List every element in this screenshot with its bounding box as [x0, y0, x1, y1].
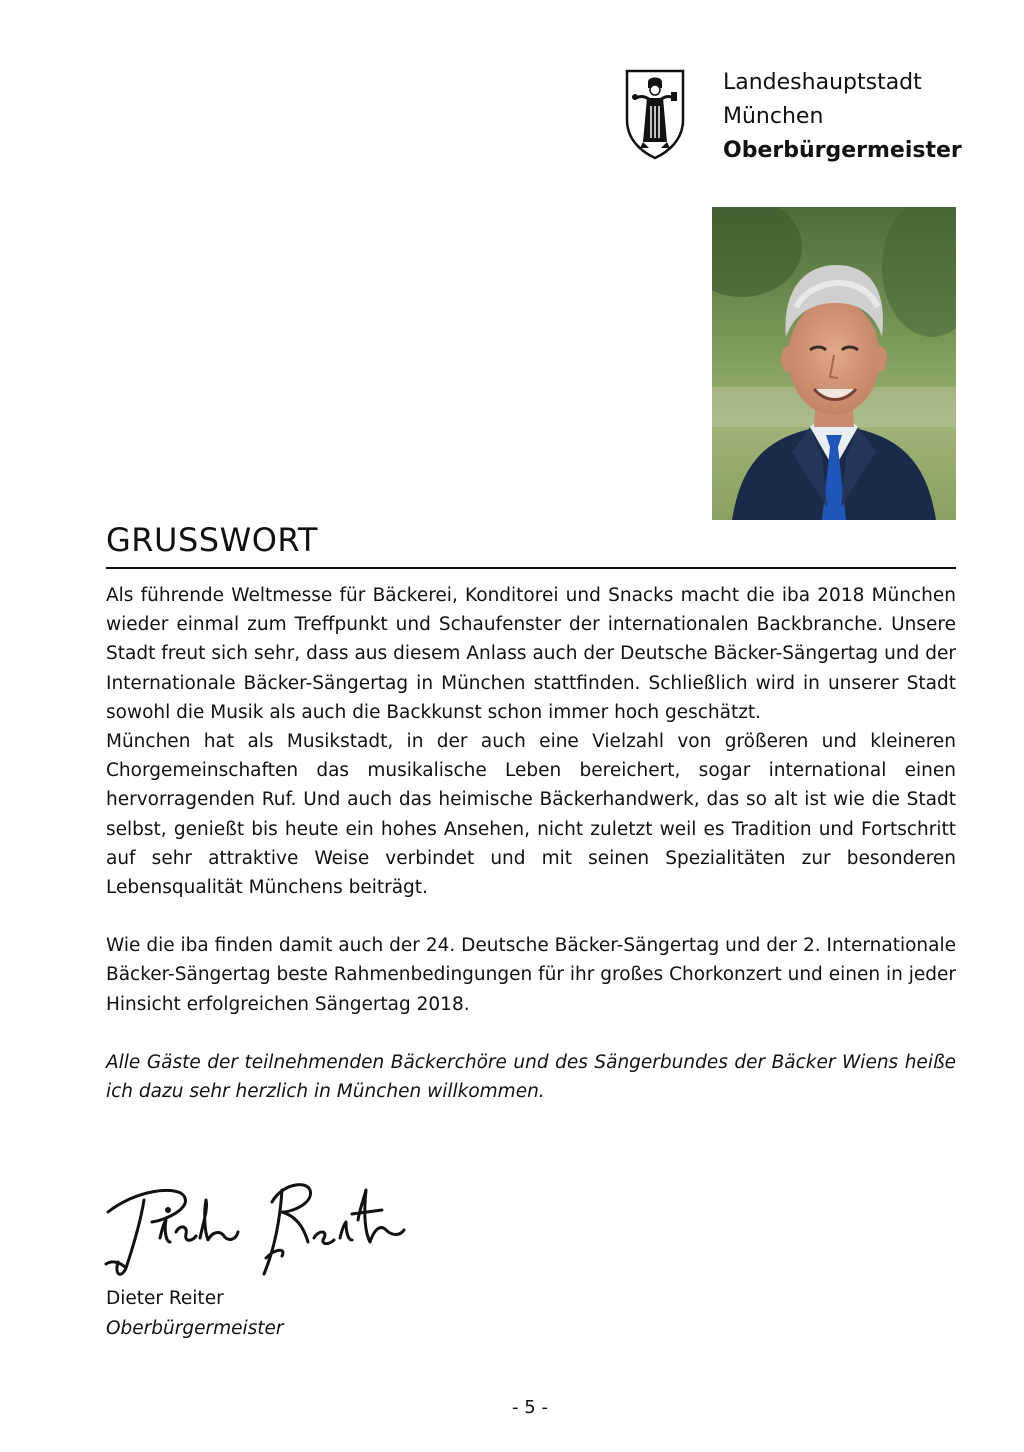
portrait-photo	[712, 207, 956, 520]
paragraph-saengertag: Wie die iba finden damit auch der 24. Deutsche Bäcker-Sängertag und der 2. Internationale Bäcker-Sängertag beste Rahmenbedingungen für ihr großes Chorkonzert und einen in jeder Hinsicht erfolgreichen Sängertag 2018.	[106, 935, 956, 1015]
org-line-city-state: Landeshauptstadt	[723, 70, 922, 95]
signatory-name: Dieter Reiter	[106, 1288, 224, 1309]
handwritten-signature	[96, 1150, 416, 1285]
org-line-city: München	[723, 104, 824, 129]
title-divider	[106, 567, 956, 569]
signatory	[106, 1284, 284, 1343]
org-line-office: Oberbürgermeister	[723, 138, 962, 163]
paragraph-music-city: München hat als Musikstadt, in der auch eine Vielzahl von größeren und kleineren Chorgemeinschaften das musikalische Leben bereichert, sogar international einen hervorragenden Ruf. Und auch das heimische Bäckerhandwerk, das so alt ist wie die Stadt selbst, genießt bis heute ein hohes Ansehen, nicht zuletzt weil es Tradition und Fortschritt auf sehr attraktive Weise verbindet und mit seinen Spezialitäten zur besonderen Lebensqualität Münchens beiträgt.	[106, 731, 956, 899]
organisation-name	[723, 66, 962, 168]
portrait-illustration	[712, 207, 956, 520]
page-title: GRUSSWORT	[106, 521, 318, 559]
munich-kindl-crest-icon	[624, 68, 686, 160]
page-number: - 5 -	[512, 1397, 548, 1418]
paragraph-intro: Als führende Weltmesse für Bäckerei, Konditorei und Snacks macht die iba 2018 München wieder einmal zum Treffpunkt und Schaufenster der internationalen Backbranche. Unsere Stadt freut sich sehr, dass aus diesem Anlass auch der Deutsche Bäcker-Sängertag und der Internationale Bäcker-Sängertag in München stattfinden. Schließlich wird in unserer Stadt sowohl die Musik als auch die Backkunst schon immer hoch geschätzt.	[106, 585, 956, 723]
letter-body	[106, 581, 956, 1106]
signatory-role: Oberbürgermeister	[106, 1317, 284, 1339]
letterhead	[624, 66, 984, 162]
paragraph-welcome: Alle Gäste der teilnehmenden Bäckerchöre und des Sängerbundes der Bäcker Wiens heiße ich dazu sehr herzlich in München willkommen.	[106, 1051, 956, 1103]
